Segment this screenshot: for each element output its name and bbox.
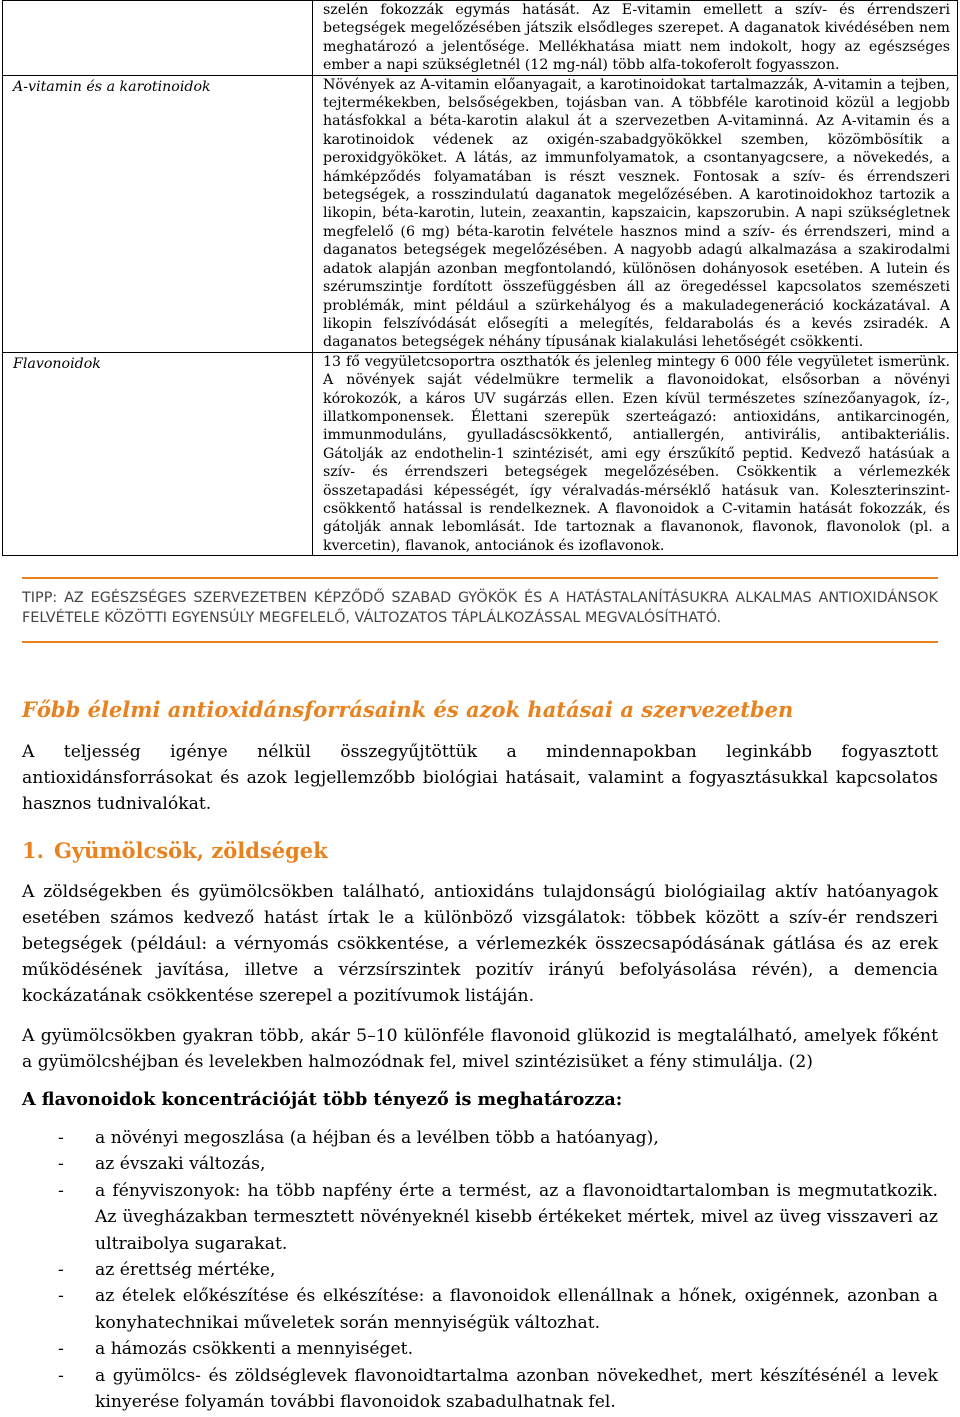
tip-box: TIPP: AZ EGÉSZSÉGES SZERVEZETBEN KÉPZŐDŐ SZABAD GYÖKÖK ÉS A HATÁSTALANÍTÁSUKRA ALKALMAS ANTIOXIDÁNSOK FELVÉTELE KÖZÖTTI EGYENSÚLY MEGFELELŐ, VÁLTOZATOS TÁPLÁLKOZÁSSAL MEGVALÓSÍTHATÓ. [22, 577, 938, 643]
subsection-title [22, 838, 328, 863]
list-dash: - [58, 1365, 64, 1386]
table-label-cell [3, 75, 313, 352]
list-dash: - [58, 1260, 64, 1281]
list-dash: - [58, 1154, 64, 1175]
table-row [3, 352, 958, 555]
list-dash: - [58, 1180, 64, 1201]
section-title: Főbb élelmi antioxidánsforrásaink és azok hatásai a szervezetben [22, 697, 794, 722]
list-item: - az évszaki változás, [22, 1151, 938, 1177]
table-label-cell [3, 352, 313, 555]
list-item: - az ételek előkészítése és elkészítése: a flavonoidok ellenállnak a hőnek, oxigénnek, azonban a konyhatechnikai műveletek során mennyiségük változhat. [22, 1283, 938, 1336]
list-heading: A flavonoidok koncentrációját több tényező is meghatározza: [22, 1089, 623, 1110]
row-label-a-vitamin: A-vitamin és a karotinoidok [13, 78, 211, 95]
list-item: - a növényi megoszlása (a héjban és a levélben több a hatóanyag), [22, 1125, 938, 1151]
list-item: - a hámozás csökkenti a mennyiséget. [22, 1336, 938, 1362]
list-item: - a gyümölcs- és zöldséglevek flavonoidtartalma azonban növekedhet, mert készítésénél a levek kinyerése folyamán további flavonoidok szabadulhatnak fel. [22, 1363, 938, 1416]
row-label-flavonoidok: Flavonoidok [13, 355, 101, 372]
list-dash: - [58, 1128, 64, 1148]
table-text-cell: 13 fő vegyületcsoportra oszthatók és jelenleg mintegy 6 000 féle vegyületet ismerünk. A növények saját védelmükre termelik a flavonoidokat, elsősorban a növényi kórokozók, a káros UV sugárzás ellen. Ezen kívül természetes színezőanyagok, íz-, illatkomponensek. Élettani szerepük szerteágazó: antioxidáns, antikarcinogén, immunmoduláns, gyulladáscsökkentő, antiallergén, antivirális, antibakteriális. Gátolják az endothelin-1 szintézisét, ami egy érszűkítő peptid. Kedvező hatásúak a szív- és érrendszeri betegségek megelőzésében. Csökkentik a vérlemezkék összetapadási képességét, így véralvadás-mérséklő hatásuk van. Koleszterinszint-csökkentő hatással is rendelkeznek. A flavonoidok a C-vitamin hatását fokozzák, és gátolják annak lebomlását. Ide tartoznak a flavanonok, flavonok, flavonolok (pl. a kvercetin), flavanok, antociánok és izoflavonok. [313, 352, 958, 555]
nutrient-table [2, 0, 958, 556]
table-text-cell: Növények az A-vitamin előanyagait, a karotinoidokat tartalmazzák, A-vitamin a tejben, tejtermékekben, belsőségekben, tojásban van. A többféle karotinoid közül a legjobb hatásfokkal a béta-karotin alakul át a szervezetben A-vitaminná. Az A-vitamin és a karotinoidok védenek az oxigén-szabadgyökökkel szemben, közömbösítik a peroxidgyököket. A látás, az immunfolyamatok, a csontanyagcsere, a növekedés, a hámképződés folyamatában is részt vesznek. Fontosak a szív- és érrendszeri betegségek, a rosszindulatú daganatok megelőzésében. A karotinoidokhoz tartozik a likopin, béta-karotin, lutein, zeaxantin, kapszaicin, kapszorubin. A napi szükségletnek megfelelő (6 mg) béta-karotin felvétele hasznos mind a szív- és érrendszeri, mind a daganatos betegségek megelőzésében. A nagyobb adagú alkalmazása a szakirodalmi adatok alapján azonban megfontolandó, különösen dohányosok esetében. A lutein és szérumszintje fordított összefüggésben áll az öregedéssel kapcsolatos szemészeti problémák, mint például a szürkehályog és a makuladegeneráció kockázatával. A likopin felszívódását elősegíti a melegítés, feldarabolás és a kevés zsiradék. A daganatos betegségek néhány típusának kialakulási lehetőségét csökkenti. [313, 75, 958, 352]
body-paragraph-2: A gyümölcsökben gyakran több, akár 5–10 különféle flavonoid glükozid is megtalálható, amelyek főként a gyümölcshéjban és levelekben halmozódnak fel, mivel szintézisüket a fény stimulálja. (2) [22, 1026, 938, 1072]
table-row [3, 75, 958, 352]
body-paragraph-1: A zöldségekben és gyümölcsökben található, antioxidáns tulajdonságú biológiailag aktív hatóanyagok esetében számos kedvező hatást írtak le a különböző vizsgálatok: többek között a szív-ér rendszeri betegségek (például: a vérnyomás csökkentése, a vérlemezkék összecsapódásának gátlása és az erek működésének javítása, illetve a vérzsírszintek pozitív irányú befolyásolása révén), a demencia kockázatának csökkentése szerepel a pozitívumok listáján. [22, 882, 938, 1006]
table-row [3, 1, 958, 76]
list-item: - a fényviszonyok: ha több napfény érte a termést, az a flavonoidtartalomban is megmutatkozik. Az üvegházakban termesztett növényeknél kisebb értékeket mértek, mivel az üveg visszaveri az ultraibolya sugarakat. [22, 1178, 938, 1257]
list-dash: - [58, 1339, 64, 1360]
factor-list [22, 1125, 938, 1415]
list-item: - az érettség mértéke, [22, 1257, 938, 1283]
intro-paragraph: A teljesség igénye nélkül összegyűjtöttük a mindennapokban leginkább fogyasztott antioxidánsforrásokat és azok legjellemzőbb biológiai hatásait, valamint a fogyasztásukkal kapcsolatos hasznos tudnivalókat. [22, 742, 938, 814]
table-text-cell: szelén fokozzák egymás hatását. Az E-vitamin emellett a szív- és érrendszeri betegségek megelőzésében játszik elsődleges szerepet. A daganatok kivédésében nem meghatározó a jelentősége. Mellékhatása miatt nem indokolt, hogy az egészséges ember a napi szükségletnél (12 mg-nál) több alfa-tokoferolt fogyasszon. [313, 1, 958, 76]
table-label-cell [3, 1, 313, 76]
list-dash: - [58, 1286, 64, 1307]
subsection-number: 1. [22, 838, 44, 863]
subsection-title-text: Gyümölcsök, zöldségek [53, 838, 328, 863]
